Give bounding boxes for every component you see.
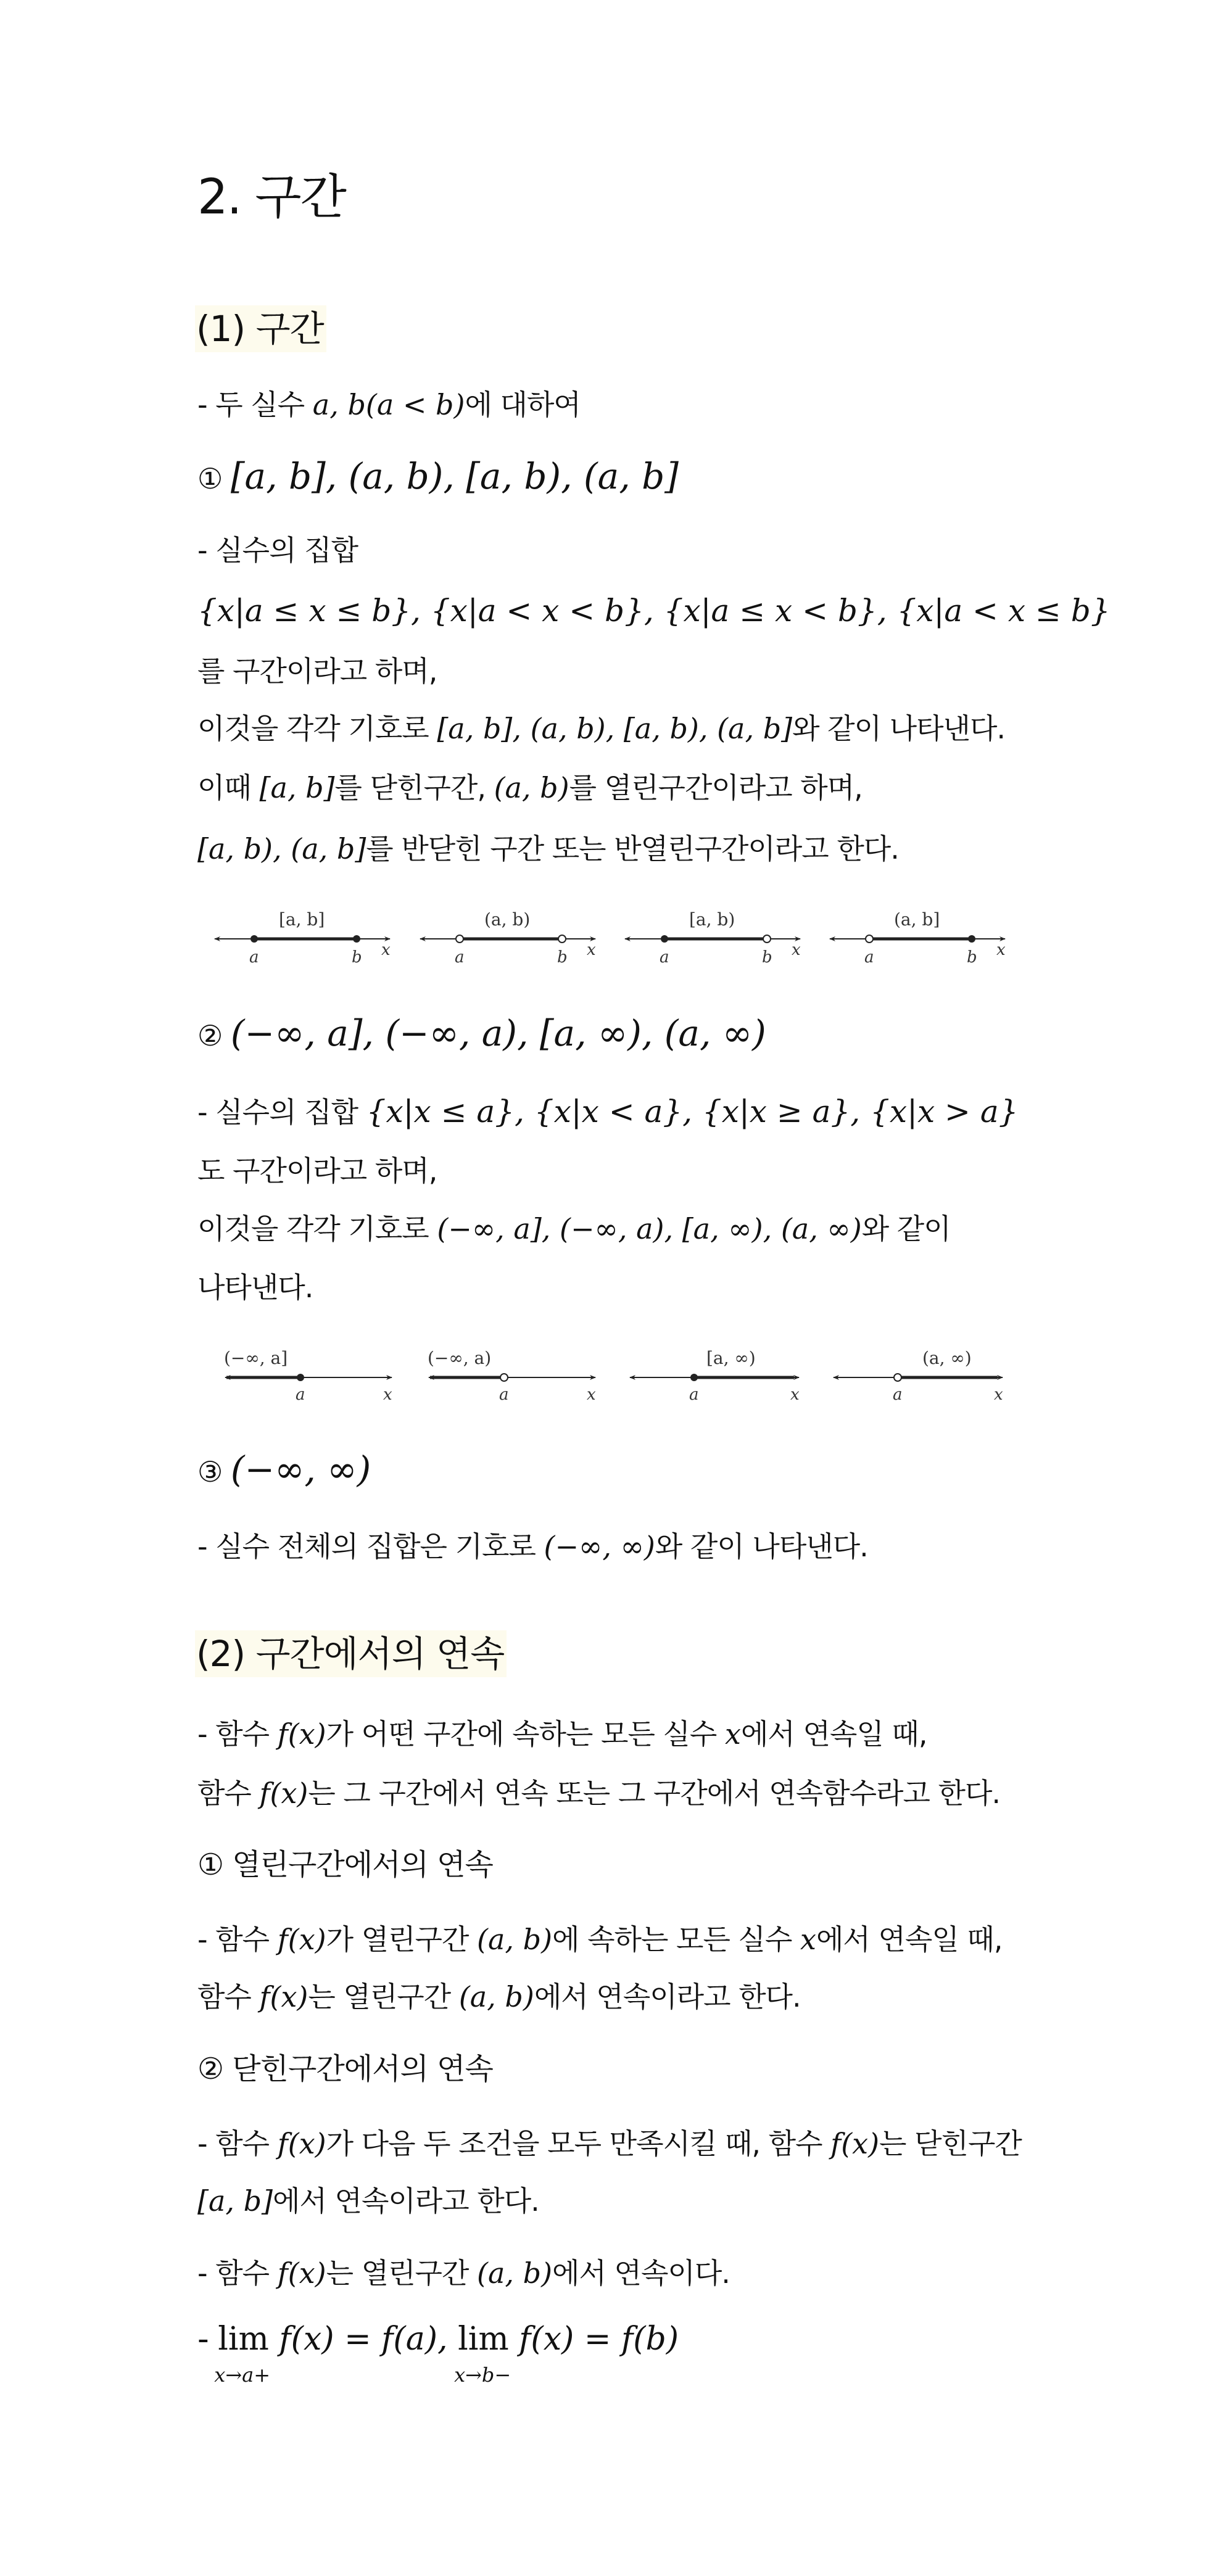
- svg-text:[a, ∞): [a, ∞): [706, 1348, 756, 1368]
- text: 에서 연속이다.: [552, 2256, 730, 2290]
- text: 는 열린구간: [326, 2256, 478, 2290]
- limit-subscript: x→b−: [454, 2363, 511, 2387]
- interval-diagrams-bounded: [210, 901, 1030, 975]
- svg-text:x: x: [790, 1385, 800, 1404]
- text: -: [197, 2321, 218, 2358]
- text: 는 그 구간에서 연속 또는 그 구간에서 연속함수라고 한다.: [308, 1777, 1001, 1810]
- svg-text:x: x: [994, 1385, 1003, 1404]
- svg-text:a: a: [296, 1385, 305, 1404]
- diagram-pos-inf-closed: [630, 1348, 800, 1404]
- svg-text:[a, b]: [a, b]: [279, 909, 325, 930]
- svg-text:x: x: [996, 941, 1006, 959]
- diagram-open: [420, 909, 596, 967]
- text: 와 같이 나타낸다.: [655, 1530, 868, 1563]
- svg-text:[a, b): [a, b): [689, 909, 735, 930]
- continuity-def-line-2: [197, 1775, 1000, 1812]
- svg-text:(a, b]: (a, b]: [894, 909, 940, 930]
- lim-operator: lim: [218, 2321, 269, 2358]
- symbols-line-2: [197, 1210, 951, 1247]
- symbols-line-2-cont: 나타낸다.: [197, 1271, 313, 1304]
- math: a, b(a < b): [312, 388, 465, 421]
- text: 에서 연속일 때,: [740, 1717, 927, 1751]
- math: [a, b], (a, b), [a, b), (a, b]: [230, 455, 679, 497]
- continuity-def-line-1: [197, 1715, 927, 1752]
- svg-text:a: a: [455, 948, 465, 967]
- condition-2-limit-line: [197, 2321, 679, 2387]
- interval-diagrams-unbounded: [213, 1342, 1033, 1410]
- text: 가 어떤 구간에 속하는 모든 실수: [326, 1717, 725, 1751]
- math: [a, b]: [197, 2184, 273, 2218]
- svg-text:x: x: [587, 1385, 596, 1404]
- text: 가 열린구간: [326, 1923, 478, 1956]
- diagram-half-open-right: [625, 909, 801, 967]
- text: - 실수의 집합: [197, 1096, 366, 1129]
- svg-text:a: a: [249, 948, 259, 967]
- text: 를 닫힌구간,: [334, 771, 494, 804]
- circled-number-marker: ①: [197, 462, 223, 495]
- diagram-neg-inf-closed: [224, 1348, 392, 1404]
- closed-interval-line-2: [197, 2182, 539, 2219]
- math: f(x): [830, 2127, 880, 2160]
- math: (−∞, ∞): [544, 1530, 655, 1563]
- limit-subscript: x→a+: [214, 2363, 271, 2387]
- svg-text:b: b: [967, 948, 977, 967]
- text: - 두 실수: [197, 388, 313, 421]
- text: - 함수: [197, 2256, 278, 2290]
- diagram-neg-inf-open: [428, 1348, 596, 1404]
- set-label: - 실수의 집합: [197, 534, 358, 567]
- math: f(x): [277, 2127, 326, 2160]
- text: 를 열린구간이라고 하며,: [569, 771, 863, 804]
- diagram-pos-inf-open: [834, 1348, 1003, 1404]
- svg-text:x: x: [381, 941, 391, 959]
- subheading-closed-interval: ② 닫힌구간에서의 연속: [197, 2052, 493, 2086]
- section-heading-continuity: (2) 구간에서의 연속: [195, 1630, 507, 1677]
- text: 가 다음 두 조건을 모두 만족시킬 때, 함수: [326, 2127, 831, 2160]
- set-notation-line: {x|a ≤ x ≤ b}, {x|a < x < b}, {x|a ≤ x < b}, {x|a < x ≤ b}: [197, 593, 1111, 629]
- text: 에 속하는 모든 실수: [552, 1923, 801, 1956]
- svg-text:x: x: [792, 941, 801, 959]
- text: 를 반닫힌 구간 또는 반열린구간이라고 한다.: [366, 832, 899, 865]
- math: [a, b), (a, b]: [197, 832, 366, 865]
- math: [a, b]: [259, 771, 335, 804]
- limit-expression: [214, 2321, 271, 2387]
- symbols-line: [197, 710, 1005, 747]
- item-3-line: [197, 1448, 371, 1490]
- svg-text:a: a: [893, 1385, 903, 1404]
- svg-text:b: b: [557, 948, 568, 967]
- text: 이것을 각각 기호로: [197, 712, 437, 745]
- text: 에서 연속일 때,: [816, 1923, 1003, 1956]
- math: f(x) = f(a),: [268, 2321, 458, 2358]
- math: f(x): [277, 2256, 326, 2290]
- svg-text:(−∞, a): (−∞, a): [428, 1348, 492, 1368]
- text: 에서 연속이라고 한다.: [273, 2184, 539, 2218]
- text: 이때: [197, 771, 260, 804]
- text: 는 열린구간: [308, 1980, 459, 2013]
- text: 에 대하여: [465, 388, 581, 421]
- text: - 실수 전체의 집합은 기호로: [197, 1530, 544, 1563]
- svg-text:(a, b): (a, b): [484, 909, 531, 930]
- svg-text:(−∞, a]: (−∞, a]: [224, 1348, 288, 1368]
- svg-text:a: a: [499, 1385, 509, 1404]
- math: (−∞, a], (−∞, a), [a, ∞), (a, ∞): [437, 1212, 862, 1245]
- set2-line: [197, 1093, 1018, 1131]
- text: 와 같이: [861, 1212, 951, 1245]
- math: [a, b], (a, b), [a, b), (a, b]: [437, 712, 793, 745]
- text: - 함수: [197, 1923, 278, 1956]
- diagram-closed: [215, 909, 391, 967]
- svg-text:x: x: [383, 1385, 392, 1404]
- math: (a, b): [477, 1923, 553, 1956]
- math: f(x): [277, 1717, 326, 1751]
- math: x: [725, 1717, 741, 1751]
- circled-number-marker: ③: [197, 1455, 223, 1488]
- closed-open-line: [197, 769, 863, 806]
- svg-text:b: b: [352, 948, 362, 967]
- called-interval-line-2: 도 구간이라고 하며,: [197, 1154, 437, 1187]
- math: {x|x ≤ a}, {x|x < a}, {x|x ≥ a}, {x|x > a}: [366, 1094, 1019, 1129]
- half-open-line: [197, 830, 899, 867]
- item-2-line: [197, 1012, 766, 1054]
- math: (a, b): [458, 1980, 534, 2013]
- text: 함수: [197, 1777, 260, 1810]
- limit-expression: [454, 2321, 511, 2387]
- svg-text:(a, ∞): (a, ∞): [922, 1348, 972, 1368]
- math: f(x) = f(b): [508, 2321, 679, 2358]
- math: f(x): [259, 1980, 308, 2013]
- lim-operator: lim: [458, 2321, 509, 2358]
- svg-text:a: a: [689, 1385, 699, 1404]
- text: 는 닫힌구간: [879, 2127, 1022, 2160]
- section-heading-intervals: (1) 구간: [195, 305, 326, 352]
- text: - 함수: [197, 1717, 278, 1751]
- text: 에서 연속이라고 한다.: [534, 1980, 801, 2013]
- math: (−∞, ∞): [230, 1448, 371, 1490]
- math: f(x): [277, 1923, 326, 1956]
- item-1-line: [197, 455, 679, 497]
- text: - 함수: [197, 2127, 278, 2160]
- page-title: 2. 구간: [197, 170, 346, 225]
- intro-line: [197, 386, 581, 423]
- svg-text:x: x: [587, 941, 596, 959]
- svg-text:a: a: [864, 948, 874, 967]
- open-interval-line-1: [197, 1921, 1002, 1958]
- open-interval-line-2: [197, 1978, 801, 2015]
- math: f(x): [259, 1777, 308, 1810]
- text: 와 같이 나타낸다.: [792, 712, 1006, 745]
- math: x: [800, 1923, 816, 1956]
- diagram-half-open-left: [830, 909, 1006, 967]
- svg-text:b: b: [762, 948, 772, 967]
- text: 함수: [197, 1980, 260, 2013]
- math: (−∞, a], (−∞, a), [a, ∞), (a, ∞): [230, 1012, 766, 1054]
- math: (a, b): [494, 771, 569, 804]
- svg-text:a: a: [660, 948, 669, 967]
- called-interval-line: 를 구간이라고 하며,: [197, 654, 437, 688]
- condition-1-line: [197, 2255, 730, 2292]
- subheading-open-interval: ① 열린구간에서의 연속: [197, 1847, 493, 1882]
- math: (a, b): [477, 2256, 553, 2290]
- closed-interval-line-1: [197, 2125, 1022, 2162]
- circled-number-marker: ②: [197, 1019, 223, 1052]
- all-reals-line: [197, 1528, 868, 1565]
- text: 이것을 각각 기호로: [197, 1212, 437, 1245]
